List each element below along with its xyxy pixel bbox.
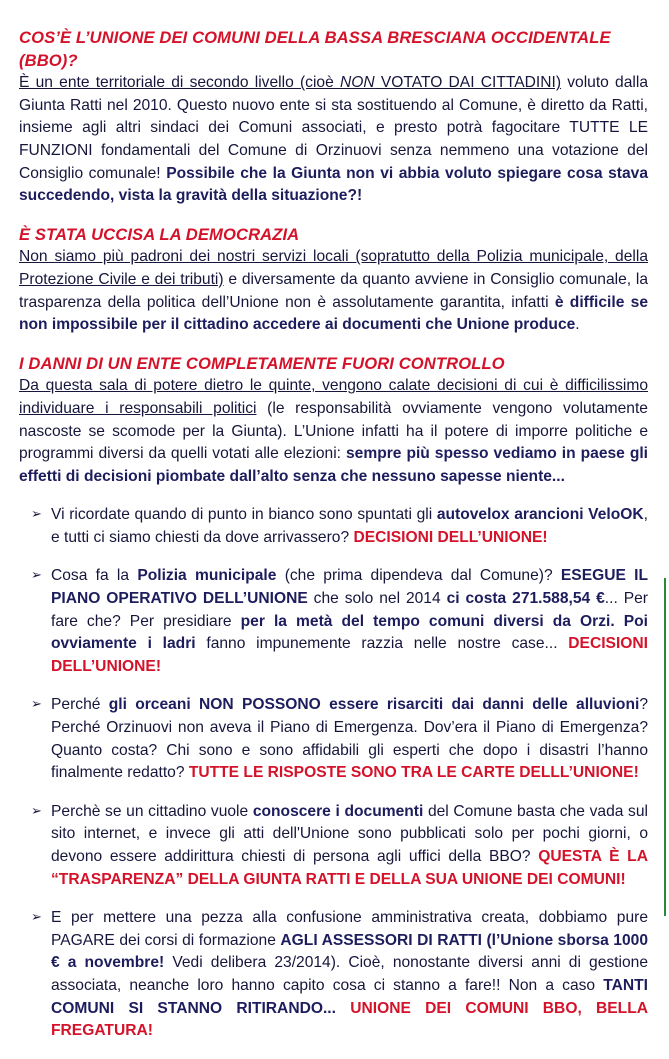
section-heading: È STATA UCCISA LA DEMOCRAZIA (19, 224, 300, 244)
side-rule (664, 578, 666, 916)
underlined-text: Da questa sala di potere dietro le quinte, vengono calate decisioni di cui è difficilissimo individuare i responsabili politici (19, 377, 648, 417)
section-damages (19, 353, 648, 489)
list-item: ➢ Cosa fa la Polizia municipale (che prima dipendeva dal Comune)? ESEGUE IL PIANO OPERATIVO DELL’UNIONE che solo nel 2014 ci costa 271.588,54 €... Per fare che? Per presidiare per la metà del tempo comuni diversi da Orzi. Poi ovviamente i ladri fanno impunemente razzia nelle nostre case... DECISIONI DELL’UNIONE! (31, 567, 649, 675)
arrow-bullet-icon: ➢ (31, 507, 42, 523)
arrow-bullet-icon: ➢ (31, 803, 42, 819)
section-paragraph (19, 72, 648, 208)
list-item: ➢ Vi ricordate quando di punto in bianco sono spuntati gli autovelox arancioni VeloOK, e tutti ci siamo chiesti da dove arrivassero? DECISIONI DELL’UNIONE! (31, 506, 648, 546)
section-heading: I DANNI DI UN ENTE COMPLETAMENTE FUORI CONTROLLO (19, 353, 505, 373)
bold-text: Possibile che la Giunta non vi abbia voluto spiegare cosa stava succedendo, vista la gravità della situazione?! (19, 164, 648, 205)
section-democracy (19, 224, 648, 337)
section-heading: COS’È L’UNIONE DEI COMUNI DELLA BASSA BRESCIANA OCCIDENTALE (BBO)? (19, 28, 611, 70)
bullet-list (19, 504, 648, 1042)
underlined-text: Non siamo più padroni dei nostri servizi locali (sopratutto della Polizia municipale, della Protezione Civile e dei tributi) (19, 248, 648, 288)
underlined-text: È un ente territoriale di secondo livello (cioè NON VOTATO DAI CITTADINI) (19, 74, 562, 92)
arrow-bullet-icon: ➢ (31, 568, 42, 584)
body-text: e diversamente da quanto avviene in Consiglio comunale, la trasparenza della politica dell’Unione non è assolutamente garantita, infatti (19, 270, 648, 311)
flyer-page (19, 27, 648, 1059)
body-text: (le responsabilità ovviamente vengono volutamente nascoste se scomode per la Giunta). L’Unione infatti ha il potere di imporre politiche e programmi diversi da quelli votati alle elezioni: (19, 399, 648, 463)
emphasis-non: NON (339, 74, 375, 92)
list-item: ➢ E per mettere una pezza alla confusione amministrativa creata, dobbiamo pure PAGARE dei corsi di formazione AGLI ASSESSORI DI RATTI (l’Unione sborsa 1000 € a novembre! Vedi delibera 23/2014). Cioè, nonostante diversi anni di gestione associata, neanche loro hanno capito cosa ci stanno a fare!! Non a caso TANTI COMUNI SI STANNO RITIRANDO... UNIONE DEI COMUNI BBO, BELLA FREGATURA! (31, 909, 648, 1040)
bold-text: sempre più spesso vediamo in paese gli effetti di decisioni piombate dall’alto senza che nessuno sapesse niente... (19, 445, 649, 485)
bold-text: è difficile se non impossibile per il cittadino accedere ai documenti che Unione produce (19, 293, 648, 334)
list-item: ➢ Perchè se un cittadino vuole conoscere i documenti del Comune basta che vada sul sito internet, e invece gli atti dell'Unione sono pubblicati solo per pochi giorni, o devono essere addirittura chiesti di persona agli uffici della BBO? QUESTA È LA “TRASPARENZA” DELLA GIUNTA RATTI E DELLA SUA UNIONE DEI COMUNI! (31, 802, 648, 888)
section-what-is-union (19, 27, 648, 208)
section-paragraph (19, 375, 648, 488)
body-text: voluto dalla Giunta Ratti nel 2010. Questo nuovo ente si sta sostituendo al Comune, è diretto da Ratti, insieme agli altri sindaci dei Comuni associati, e presto potrà fagocitare TUTTE LE FUNZIONI fondamentali del Comune di Orzinuovi senza nemmeno una votazione del Consiglio comunale! (19, 74, 648, 182)
arrow-bullet-icon: ➢ (31, 910, 42, 926)
section-paragraph: Non siamo più padroni dei nostri servizi locali (sopratutto della Polizia municipale, della Protezione Civile e dei tributi) e diversamente da quanto avviene in Consiglio comunale, la trasparenza della politica dell’Unione non è assolutamente garantita, infatti è difficile se non impossibile per il cittadino accedere ai documenti che Unione produce. (19, 248, 648, 334)
arrow-bullet-icon: ➢ (31, 697, 42, 713)
list-item: ➢ Perché gli orceani NON POSSONO essere risarciti dai danni delle alluvioni? Perché Orzinuovi non aveva il Piano di Emergenza. Dov’era il Piano di Emergenza? Quanto costa? Chi sono e sono affidabili gli esperti che dopo i disastri l’hanno finalmente redatto? TUTTE LE RISPOSTE SONO TRA LE CARTE DELLL’UNIONE! (31, 696, 648, 782)
